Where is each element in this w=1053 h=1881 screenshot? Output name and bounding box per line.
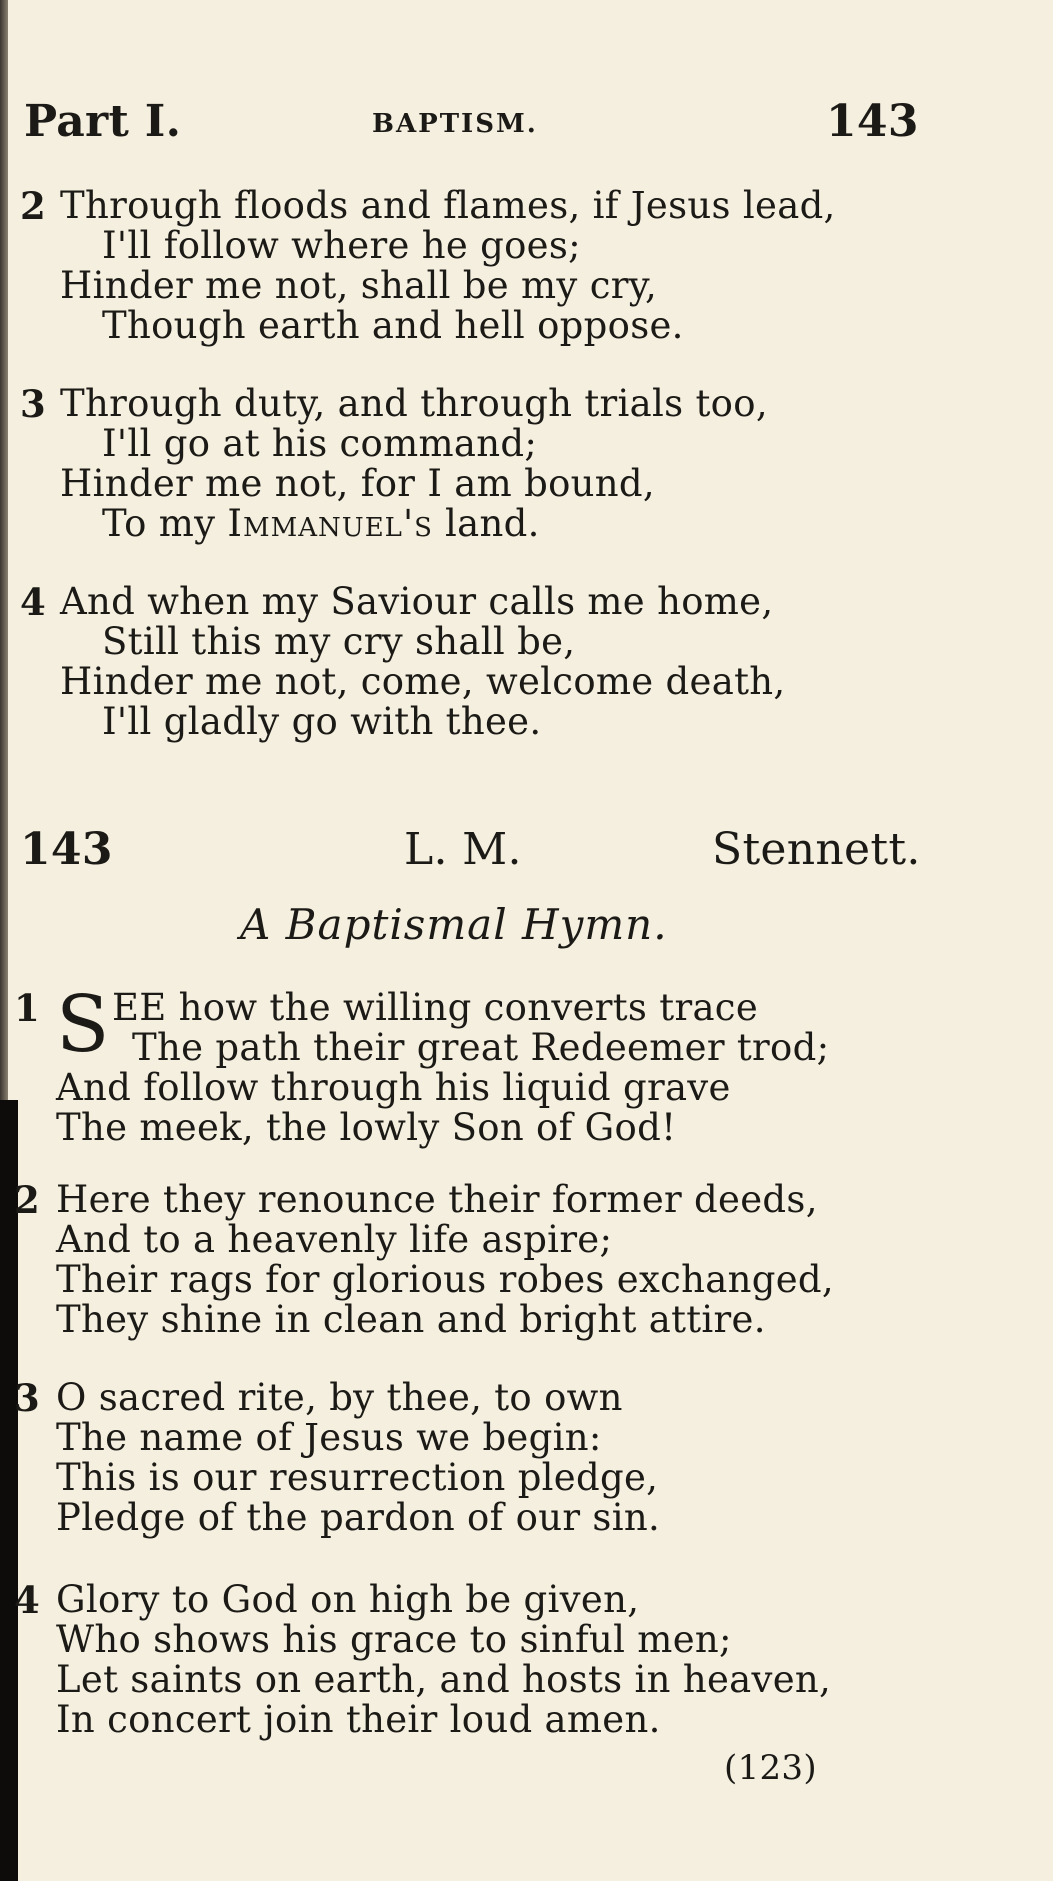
verse-line: I'll gladly go with thee. [102,700,542,743]
hymn-meter: L. M. [404,824,522,875]
verse-line: O sacred rite, by thee, to own [56,1376,623,1419]
verse-line: This is our resurrection pledge, [56,1456,659,1499]
verse-number: 2 [20,184,47,228]
verse-line: In concert join their loud amen. [56,1698,661,1741]
signature-mark: (123) [724,1748,817,1788]
verse-line [102,504,540,544]
verse-line: I'll follow where he goes; [102,224,581,267]
verse-line: I'll go at his command; [102,422,538,465]
verse-line: Though earth and hell oppose. [102,304,684,347]
verse-line: Through duty, and through trials too, [60,382,768,425]
verse-line: EE how the willing converts trace [112,986,759,1029]
verse-line: The path their great Redeemer trod; [132,1026,830,1069]
verse-line: Hinder me not, shall be my cry, [60,264,658,307]
verse-line: Hinder me not, for I am bound, [60,462,655,505]
verse-line: Through floods and flames, if Jesus lead, [60,184,836,227]
verse-number: 3 [20,382,47,426]
page-number: 143 [826,96,919,147]
part-label: Part I. [24,96,182,147]
verse-line: And when my Saviour calls me home, [60,580,774,623]
verse-line-text: To my [102,502,216,545]
verse-line: Their rags for glorious robes exchanged, [56,1258,834,1301]
verse-line: Hinder me not, come, welcome death, [60,660,786,703]
verse-line: They shine in clean and bright attire. [56,1298,766,1341]
verse-line: And to a heavenly life aspire; [56,1218,613,1261]
verse-number: 2 [14,1178,41,1222]
verse-line: Glory to God on high be given, [56,1578,640,1621]
verse-line: The meek, the lowly Son of God! [56,1106,677,1149]
verse-line: The name of Jesus we begin: [56,1416,602,1459]
verse-line: Let saints on earth, and hosts in heaven, [56,1658,832,1701]
emphasized-name: Immanuel's [227,502,433,545]
hymn-title: A Baptismal Hymn. [240,900,668,949]
verse-number: 4 [20,580,47,624]
verse-line: Who shows his grace to sinful men; [56,1618,732,1661]
running-title: BAPTISM. [372,109,538,139]
verse-line: And follow through his liquid grave [56,1066,731,1109]
verse-line: Pledge of the pardon of our sin. [56,1496,661,1539]
verse-line-text: land. [445,502,540,545]
verse-line: Still this my cry shall be, [102,620,576,663]
verse-number: 1 [14,986,41,1030]
hymn-number: 143 [20,824,113,875]
verse-number: 3 [14,1376,41,1420]
drop-cap: S [56,980,110,1070]
hymn-author: Stennett. [712,824,921,875]
verse-line: Here they renounce their former deeds, [56,1178,818,1221]
verse-number: 4 [14,1578,41,1622]
